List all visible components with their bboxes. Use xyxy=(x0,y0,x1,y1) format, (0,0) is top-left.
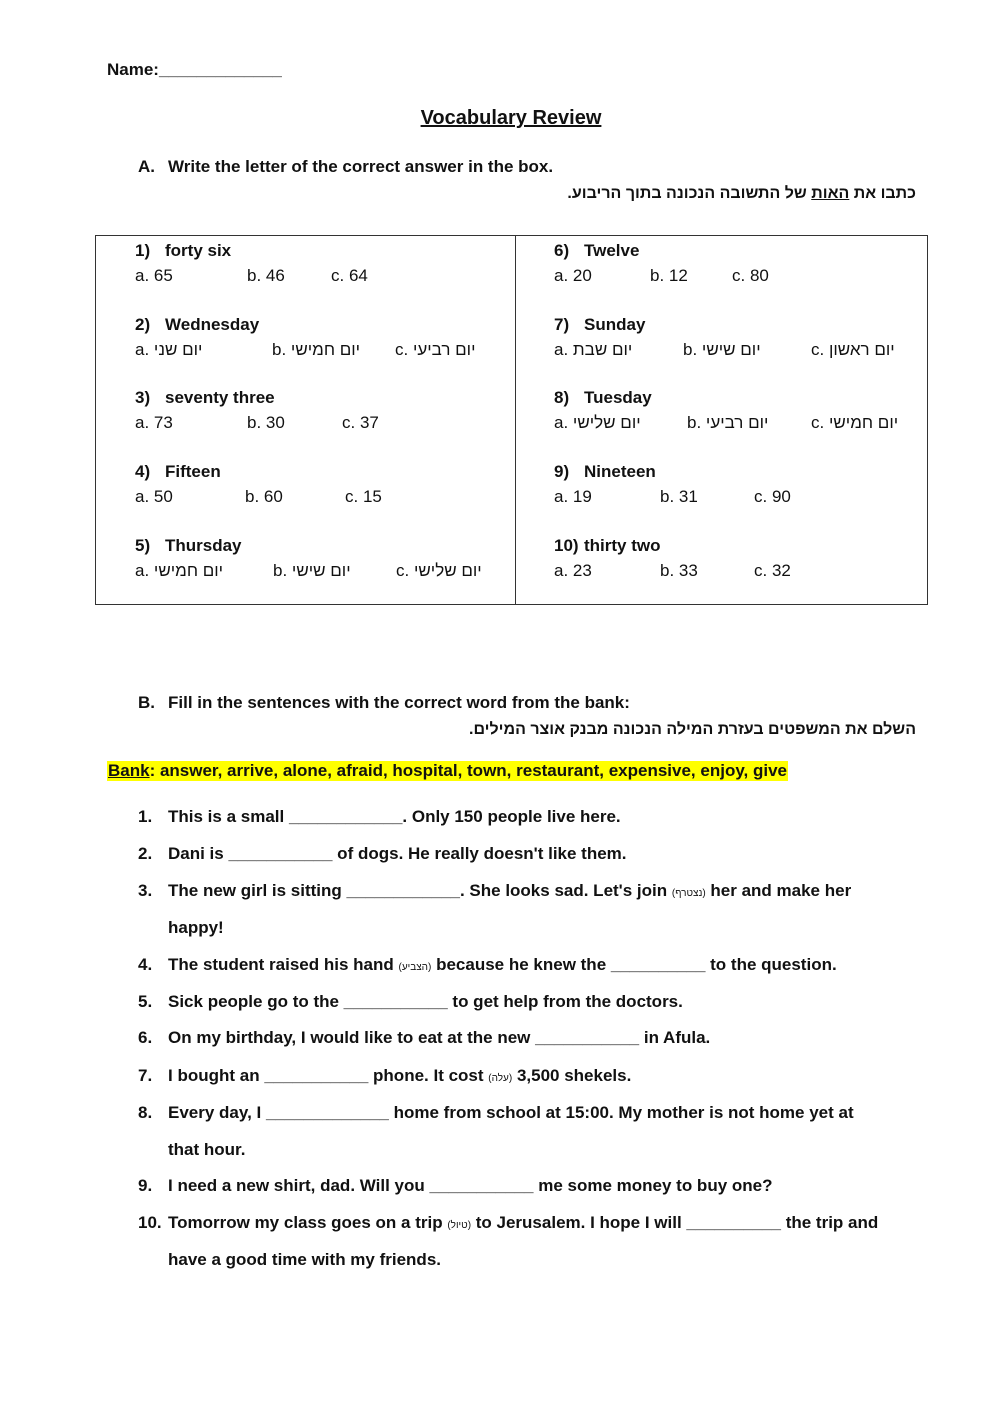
option-a: a. 23 xyxy=(554,561,592,580)
sentence-item xyxy=(138,1213,878,1233)
question-text: Tuesday xyxy=(584,388,652,407)
sentence-item xyxy=(138,955,837,975)
question-text: Thursday xyxy=(165,536,242,555)
question-text: Nineteen xyxy=(584,462,656,481)
sentence-text: The student raised his hand xyxy=(168,955,399,974)
question-prompt xyxy=(554,536,934,561)
question-number: 4) xyxy=(135,462,151,481)
answer-options xyxy=(554,340,934,365)
hebrew-gloss: (עלה) xyxy=(488,1073,513,1084)
option-a: a. יום שלישי xyxy=(554,413,641,432)
sentence-number: 7. xyxy=(138,1066,153,1085)
question-prompt xyxy=(135,388,515,413)
sentence-number: 6. xyxy=(138,1028,153,1047)
sentence-text: Dani is ___________ of dogs. He really doesn't like them. xyxy=(168,844,627,863)
word-bank-label: Bank xyxy=(108,761,150,780)
sentence-item xyxy=(138,992,683,1012)
option-c: c. 90 xyxy=(754,487,791,506)
sentence-continuation: have a good time with my friends. xyxy=(168,1250,441,1269)
option-a: a. יום חמישי xyxy=(135,561,224,580)
sentence-text: Tomorrow my class goes on a trip xyxy=(168,1213,448,1232)
option-a: a. 65 xyxy=(135,266,173,285)
option-c: c. 32 xyxy=(754,561,791,580)
name-blank[interactable]: _____________ xyxy=(158,60,282,79)
sentence-text: Sick people go to the ___________ to get help from the doctors. xyxy=(168,992,683,1011)
sentence-item xyxy=(138,1028,710,1048)
sentence-text: This is a small ____________. Only 150 people live here. xyxy=(168,807,621,826)
sentence-text: I bought an ___________ phone. It cost xyxy=(168,1066,489,1085)
sentence-number: 9. xyxy=(138,1176,153,1195)
question-item xyxy=(135,315,515,365)
multiple-choice-box xyxy=(95,235,928,605)
question-text: Wednesday xyxy=(165,315,260,334)
sentence-text: because he knew the __________ to the question. xyxy=(431,955,837,974)
option-a: a. 73 xyxy=(135,413,173,432)
section-a-hebrew-instruction xyxy=(567,185,916,203)
hebrew-gloss: (הצביע) xyxy=(398,962,432,973)
section-b-letter: B. xyxy=(138,693,155,712)
question-text: Sunday xyxy=(584,315,646,334)
question-item xyxy=(554,241,934,291)
question-item xyxy=(135,388,515,438)
option-b: b. 46 xyxy=(247,266,285,285)
sentence-number: 1. xyxy=(138,807,153,826)
option-b: b. 33 xyxy=(660,561,698,580)
answer-options xyxy=(135,266,515,291)
option-c: c. 64 xyxy=(331,266,368,285)
option-b: b. יום חמישי xyxy=(272,340,361,359)
question-prompt xyxy=(135,241,515,266)
question-item xyxy=(135,462,515,512)
answer-options xyxy=(554,266,934,291)
answer-options xyxy=(135,413,515,438)
option-a: a. 50 xyxy=(135,487,173,506)
sentence-number: 5. xyxy=(138,992,153,1011)
question-prompt xyxy=(135,462,515,487)
sentence-item xyxy=(138,807,621,827)
sentence-item xyxy=(138,1066,631,1086)
answer-options xyxy=(554,487,934,512)
option-b: b. יום רביעי xyxy=(687,413,769,432)
sentence-item xyxy=(138,844,627,864)
word-bank-words: : answer, arrive, alone, afraid, hospital, town, restaurant, expensive, enjoy, give xyxy=(149,761,787,780)
answer-options xyxy=(554,561,934,586)
option-c: c. יום שלישי xyxy=(396,561,482,580)
sentence-text: her and make her xyxy=(705,881,852,900)
sentence-item xyxy=(138,881,851,901)
answer-options xyxy=(135,340,515,365)
question-item xyxy=(554,388,934,438)
option-a: a. 20 xyxy=(554,266,592,285)
page-title: Vocabulary Review xyxy=(420,107,602,129)
question-number: 2) xyxy=(135,315,151,334)
hebrew-text: כתבו את xyxy=(849,185,916,202)
option-c: c. יום חמישי xyxy=(811,413,899,432)
sentence-text: to Jerusalem. I hope I will __________ the trip and xyxy=(471,1213,879,1232)
question-number: 6) xyxy=(554,241,570,260)
section-b-heading xyxy=(138,693,630,713)
sentence-item xyxy=(138,1103,854,1123)
question-prompt xyxy=(135,315,515,340)
option-a: a. יום שבת xyxy=(554,340,633,359)
sentence-item xyxy=(138,1176,773,1196)
sentence-number: 3. xyxy=(138,881,153,900)
question-prompt xyxy=(554,388,934,413)
question-prompt xyxy=(554,241,934,266)
question-item xyxy=(135,241,515,291)
sentence-number: 2. xyxy=(138,844,153,863)
answer-options xyxy=(554,413,934,438)
section-a-instruction: Write the letter of the correct answer in the box. xyxy=(168,157,554,176)
option-c: c. 37 xyxy=(342,413,379,432)
section-b-hebrew-instruction: השלם את המשפטים בעזרת המילה הנכונה מבנק אוצר המילים. xyxy=(469,721,916,738)
option-b: b. יום שישי xyxy=(683,340,761,359)
sentence-text: On my birthday, I would like to eat at the new ___________ in Afula. xyxy=(168,1028,711,1047)
option-b: b. 30 xyxy=(247,413,285,432)
section-a-heading xyxy=(138,157,553,177)
question-prompt xyxy=(554,315,934,340)
option-a: a. יום שני xyxy=(135,340,203,359)
question-number: 9) xyxy=(554,462,570,481)
question-item xyxy=(135,536,515,586)
question-number: 1) xyxy=(135,241,151,260)
option-b: b. 60 xyxy=(245,487,283,506)
answer-options xyxy=(135,561,515,586)
answer-options xyxy=(135,487,515,512)
question-item xyxy=(554,536,934,586)
question-number: 10) xyxy=(554,536,579,555)
question-text: thirty two xyxy=(584,536,661,555)
sentence-continuation: that hour. xyxy=(168,1140,246,1159)
option-b: b. יום שישי xyxy=(273,561,351,580)
name-label: Name: xyxy=(107,60,159,79)
question-number: 5) xyxy=(135,536,151,555)
question-item xyxy=(554,462,934,512)
hebrew-gloss: (טיול) xyxy=(447,1220,472,1231)
option-c: c. 15 xyxy=(345,487,382,506)
question-prompt xyxy=(135,536,515,561)
hebrew-underlined-word: האות xyxy=(811,185,850,202)
sentence-text: Every day, I _____________ home from school at 15:00. My mother is not home yet at xyxy=(168,1103,854,1122)
sentence-text: 3,500 shekels. xyxy=(512,1066,632,1085)
section-b-instruction: Fill in the sentences with the correct word from the bank: xyxy=(168,693,630,712)
question-text: Fifteen xyxy=(165,462,221,481)
word-bank xyxy=(107,761,788,781)
option-c: c. יום רביעי xyxy=(395,340,476,359)
section-a-letter: A. xyxy=(138,157,155,176)
name-field[interactable] xyxy=(107,60,282,80)
option-b: b. 31 xyxy=(660,487,698,506)
sentence-text: The new girl is sitting ____________. She looks sad. Let's join xyxy=(168,881,672,900)
sentence-continuation: happy! xyxy=(168,918,224,937)
option-c: c. יום ראשון xyxy=(811,340,895,359)
question-prompt xyxy=(554,462,934,487)
hebrew-gloss: (נצטרף) xyxy=(671,888,706,899)
option-c: c. 80 xyxy=(732,266,769,285)
question-number: 7) xyxy=(554,315,570,334)
question-text: forty six xyxy=(165,241,232,260)
column-divider xyxy=(515,236,516,604)
sentence-number: 10. xyxy=(138,1213,162,1232)
hebrew-text: של התשובה הנכונה בתוך הריבוע. xyxy=(567,185,812,202)
sentence-number: 8. xyxy=(138,1103,153,1122)
question-number: 8) xyxy=(554,388,570,407)
sentence-text: I need a new shirt, dad. Will you ___________ me some money to buy one? xyxy=(168,1176,773,1195)
question-number: 3) xyxy=(135,388,151,407)
option-a: a. 19 xyxy=(554,487,592,506)
question-text: seventy three xyxy=(165,388,275,407)
question-item xyxy=(554,315,934,365)
sentence-number: 4. xyxy=(138,955,153,974)
option-b: b. 12 xyxy=(650,266,688,285)
question-text: Twelve xyxy=(584,241,640,260)
